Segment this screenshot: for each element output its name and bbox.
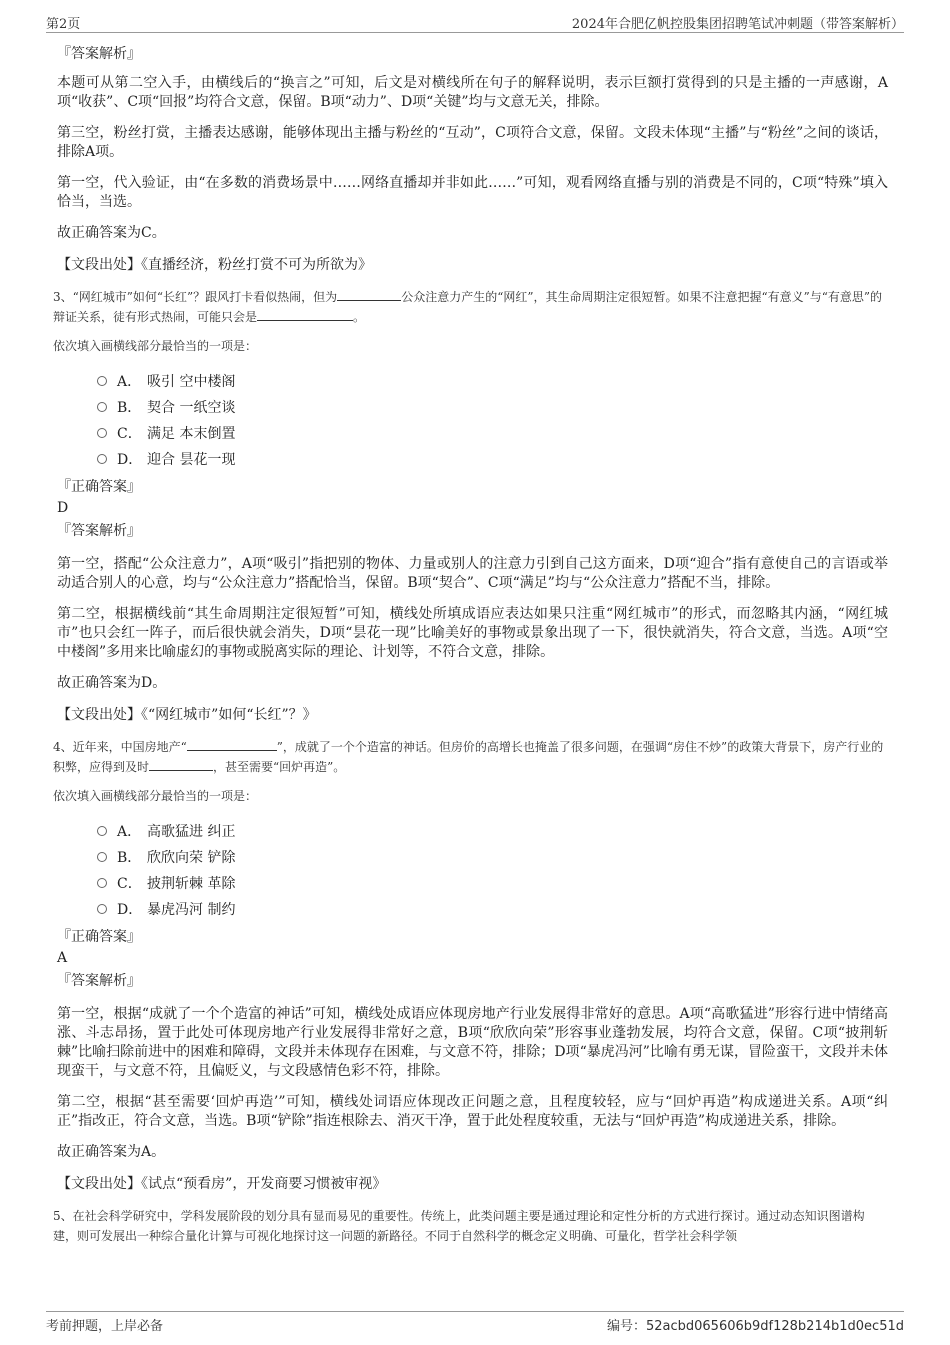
correct-answer-label: 『正确答案』 bbox=[57, 479, 141, 495]
radio-icon[interactable] bbox=[97, 826, 107, 836]
question-4-options bbox=[97, 819, 888, 923]
blank-2 bbox=[257, 307, 353, 321]
blank-2 bbox=[149, 757, 213, 771]
radio-icon[interactable] bbox=[97, 428, 107, 438]
radio-icon[interactable] bbox=[97, 904, 107, 914]
correct-answer: A bbox=[57, 950, 68, 966]
q4-analysis-para-2: 第二空，根据“甚至需要‘回炉再造’”可知，横线处词语应体现改正问题之意，且程度较轻，应与“回炉再造”构成递进关系。A项“纠正”指改正，符合文意，当选。B项“铲除”指连根除去、消灭干净，置于此处程度较重，无法与“回炉再造”构成递进关系，排除。 bbox=[57, 1094, 888, 1129]
radio-icon[interactable] bbox=[97, 454, 107, 464]
q3-conclusion: 故正确答案为D。 bbox=[57, 675, 167, 691]
page-footer bbox=[46, 1311, 904, 1334]
footer-slogan: 考前押题，上岸必备 bbox=[46, 1319, 164, 1334]
option-c[interactable]: C． 披荆斩棘 革除 bbox=[97, 871, 888, 897]
q2-analysis-para-2: 第三空，粉丝打赏，主播表达感谢，能够体现出主播与粉丝的“互动”，C项符合文意，保留。文段未体现“主播”与“粉丝”之间的谈话，排除A项。 bbox=[57, 125, 888, 160]
q3-analysis-para-1: 第一空，搭配“公众注意力”，A项“吸引”指把别的物体、力量或别人的注意力引到自己这方面来，D项“迎合”指有意使自己的言语或举动适合别人的心意，均与“公众注意力”搭配恰当，保留。B项“契合”、C项“满足”均与“公众注意力”搭配不当，排除。 bbox=[57, 556, 888, 591]
q2-source: 【文段出处】《直播经济，粉丝打赏不可为所欲为》 bbox=[57, 257, 372, 273]
q4-conclusion: 故正确答案为A。 bbox=[57, 1144, 166, 1160]
radio-icon[interactable] bbox=[97, 376, 107, 386]
question-3-prompt: 依次填入画横线部分最恰当的一项是： bbox=[53, 339, 258, 353]
document-body bbox=[53, 36, 888, 1256]
document-code: 编号：52acbd065606b9df128b214b1d0ec51d bbox=[606, 1319, 904, 1334]
q3-source: 【文段出处】《“网红城市”如何“长红”？》 bbox=[57, 707, 317, 723]
page-header bbox=[46, 10, 904, 33]
question-3-stem: 3、“网红城市”如何“长红”？跟风打卡看似热闹，但为 公众注意力产生的“网红”，其生命周期注定很短暂。如果不注意把握“有意义”与“有意思”的辩证关系，徒有形式热闹，可能只会是 。 bbox=[53, 287, 888, 327]
q4-source: 【文段出处】《试点“预看房”，开发商要习惯被审视》 bbox=[57, 1176, 387, 1192]
option-a[interactable]: A． 吸引 空中楼阁 bbox=[97, 369, 888, 395]
blank-1 bbox=[187, 737, 277, 751]
document-title: 2024年合肥亿帆控股集团招聘笔试冲刺题（带答案解析） bbox=[571, 17, 904, 32]
option-b[interactable]: B． 契合 一纸空谈 bbox=[97, 395, 888, 421]
page-number: 第2页 bbox=[46, 17, 81, 32]
option-b[interactable]: B． 欣欣向荣 铲除 bbox=[97, 845, 888, 871]
option-d[interactable]: D． 暴虎冯河 制约 bbox=[97, 897, 888, 923]
analysis-label: 『答案解析』 bbox=[57, 523, 141, 539]
radio-icon[interactable] bbox=[97, 878, 107, 888]
question-4-stem: 4、近年来，中国房地产“ ”，成就了一个个造富的神话。但房价的高增长也掩盖了很多问题，在强调“房住不炒”的政策大背景下，房产行业的积弊，应得到及时 ，甚至需要“回炉再造”。 bbox=[53, 737, 888, 777]
question-5-stem: 5、在社会科学研究中，学科发展阶段的划分具有显而易见的重要性。传统上，此类问题主要是通过理论和定性分析的方式进行探讨。通过动态知识图谱构建，则可发展出一种综合量化计算与可视化地探讨这一问题的新路径。不同于自然科学的概念定义明确、可量化，哲学社会科学领 bbox=[53, 1209, 865, 1243]
blank-1 bbox=[337, 287, 401, 301]
q2-analysis-para-1: 本题可从第二空入手，由横线后的“换言之”可知，后文是对横线所在句子的解释说明，表示巨额打赏得到的只是主播的一声感谢，A项“收获”、C项“回报”均符合文意，保留。B项“动力”、D项“关键”均与文意无关，排除。 bbox=[57, 75, 888, 110]
q2-analysis-para-3: 第一空，代入验证，由“在多数的消费场景中……网络直播却并非如此……”可知，观看网络直播与别的消费是不同的，C项“特殊”填入恰当，当选。 bbox=[57, 175, 888, 210]
q4-analysis-para-1: 第一空，根据“成就了一个个造富的神话”可知，横线处成语应体现房地产行业发展得非常好的意思。A项“高歌猛进”形容行进中情绪高涨、斗志昂扬，置于此处可体现房地产行业发展得非常好之意，B项“欣欣向荣”形容事业蓬勃发展，均符合文意，保留。C项“披荆斩棘”比喻扫除前进中的困难和障碍，文段并未体现存在困难，与文意不符，排除；D项“暴虎冯河”比喻有勇无谋，冒险蛮干，文段并未体现蛮干，与文意不符，且偏贬义，与文段感情色彩不符，排除。 bbox=[57, 1006, 888, 1079]
option-c[interactable]: C． 满足 本末倒置 bbox=[97, 421, 888, 447]
q2-conclusion: 故正确答案为C。 bbox=[57, 225, 166, 241]
option-d[interactable]: D． 迎合 昙花一现 bbox=[97, 447, 888, 473]
radio-icon[interactable] bbox=[97, 852, 107, 862]
question-4-prompt: 依次填入画横线部分最恰当的一项是： bbox=[53, 789, 258, 803]
question-3-options bbox=[97, 369, 888, 473]
correct-answer: D bbox=[57, 500, 69, 516]
correct-answer-label: 『正确答案』 bbox=[57, 929, 141, 945]
analysis-label: 『答案解析』 bbox=[57, 973, 141, 989]
radio-icon[interactable] bbox=[97, 402, 107, 412]
q3-analysis-para-2: 第二空，根据横线前“其生命周期注定很短暂”可知，横线处所填成语应表达如果只注重“网红城市”的形式，而忽略其内涵，“网红城市”也只会红一阵子，而后很快就会消失，D项“昙花一现”比喻美好的事物或景象出现了一下，很快就消失，符合文意，当选。A项“空中楼阁”多用来比喻虚幻的事物或脱离实际的理论、计划等，不符合文意，排除。 bbox=[57, 606, 888, 660]
analysis-label: 『答案解析』 bbox=[57, 46, 141, 62]
option-a[interactable]: A． 高歌猛进 纠正 bbox=[97, 819, 888, 845]
